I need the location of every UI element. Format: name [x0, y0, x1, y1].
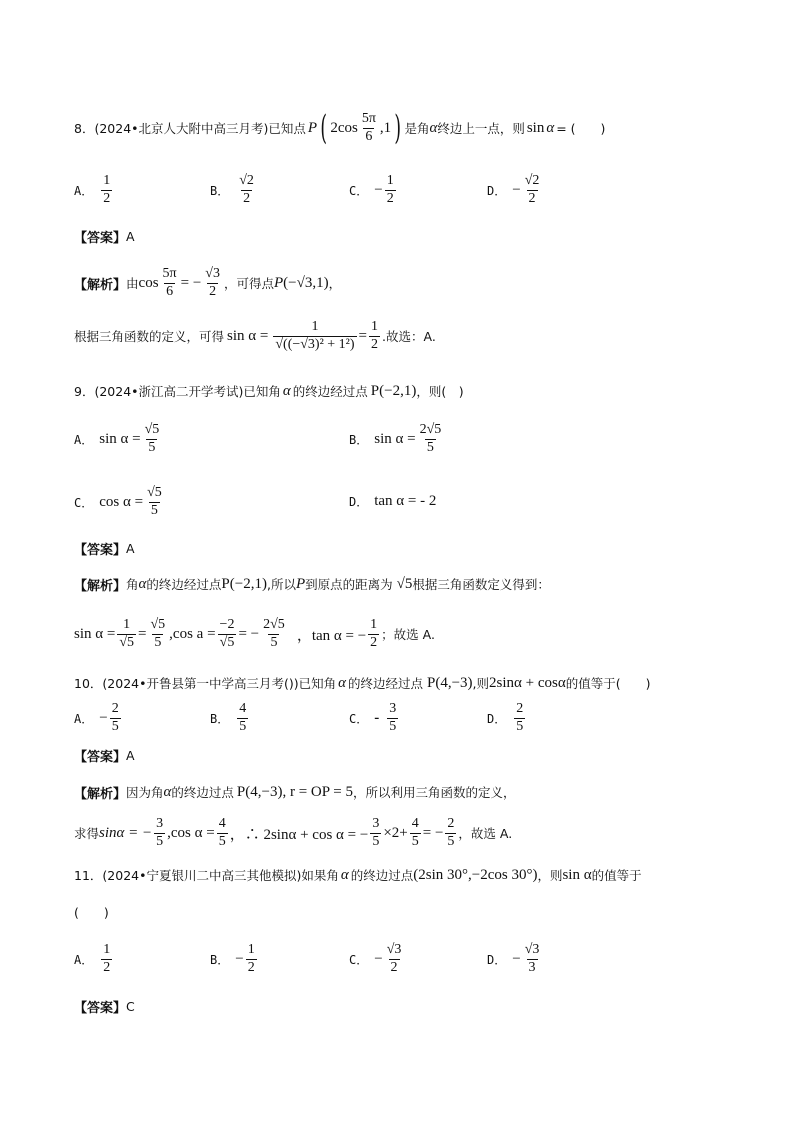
text: ，则 — [537, 868, 563, 883]
q10-explanation-line1 — [74, 780, 516, 804]
math: = − — [422, 824, 444, 841]
option-lhs: tan α = - 2 — [374, 492, 437, 509]
q9-option-a[interactable] — [74, 418, 163, 460]
option-label: B． — [349, 432, 369, 447]
math: √5 — [396, 575, 413, 592]
q8-left-paren: ( — [320, 108, 328, 148]
option-lhs: sin α = — [99, 430, 141, 447]
text: 的值等于 — [591, 868, 642, 883]
math: = — [358, 327, 368, 344]
option-label: D． — [487, 711, 507, 726]
math: sinα = − — [99, 824, 153, 841]
fraction: $\frac{-2}{√5}$ — [219, 617, 235, 650]
option-sign: − — [374, 950, 383, 967]
text: ，则( ) — [416, 384, 464, 399]
text: ,所以 — [266, 577, 296, 592]
explanation-tag: 【解析】 — [74, 786, 127, 802]
math: ×2+ — [383, 824, 408, 841]
q10-answer — [74, 745, 135, 765]
option-label: D． — [487, 952, 507, 967]
q8-option-a[interactable] — [74, 170, 114, 210]
q8-explanation-line2 — [74, 312, 436, 360]
q8-number: 8． — [74, 121, 95, 136]
option-label: B． — [210, 183, 230, 198]
option-value: $\frac{√5}{5}$ — [147, 485, 162, 518]
q10-option-b[interactable] — [210, 697, 250, 739]
text: 的终边过点 — [350, 868, 414, 883]
q11-option-b[interactable] — [210, 938, 259, 980]
text: 的终边经过点 — [292, 384, 368, 399]
math: P — [273, 274, 284, 291]
text: 到原点的距离为 — [305, 577, 393, 592]
math: P(−2,1) — [221, 575, 267, 592]
q8-right-paren: ) — [394, 108, 402, 148]
text: .故选：A. — [382, 329, 436, 344]
option-label: B． — [210, 952, 230, 967]
q9-point: P(−2,1) — [370, 382, 417, 399]
q11-option-d[interactable] — [487, 938, 543, 980]
option-lhs: sin α = — [374, 430, 416, 447]
option-value: 3 5 — [389, 701, 397, 734]
answer-tag: 【答案】 — [74, 230, 127, 246]
text: ；故选 A. — [381, 627, 435, 642]
q9-option-d[interactable] — [349, 490, 436, 512]
option-value: $\frac{√2}{2}$ — [524, 173, 540, 206]
q8-inner-b: ,1 — [379, 119, 392, 136]
q10-point: P(4,−3) — [427, 674, 473, 691]
answer-value: C — [126, 998, 135, 1014]
q8-point-P: P — [307, 119, 318, 136]
q11-option-a[interactable] — [74, 938, 114, 980]
option-label: A． — [74, 183, 94, 198]
q9-stem — [74, 380, 464, 402]
fraction: $\frac{1}{\text{√((−√3)² + 1²)}}$ — [275, 319, 355, 352]
option-sign: − — [512, 181, 521, 198]
option-sign: − — [512, 950, 521, 967]
q10-expression: 2sinα + cosα — [489, 674, 566, 691]
option-value: $\frac{2}{5}$ — [111, 701, 119, 734]
q8-option-c[interactable] — [349, 170, 398, 210]
q9-option-b[interactable] — [349, 418, 445, 460]
text: ，所以利用三角函数的定义， — [353, 785, 516, 800]
text: ,则 — [472, 676, 490, 691]
q10-source: (2024•开鲁县第一中学高三月考())已知角 — [102, 676, 337, 691]
option-value: $\frac{√5}{5}$ — [144, 422, 160, 455]
q11-number: 11． — [74, 868, 103, 883]
q8-option-b[interactable] — [210, 168, 258, 212]
math: = − — [180, 274, 202, 291]
q8-tail: 是角 — [404, 121, 430, 136]
math: α — [163, 783, 172, 800]
q8-eq: = ( ) — [556, 121, 606, 136]
fraction: $\frac{√3}{2}$ — [205, 266, 220, 299]
math: = − — [238, 625, 260, 642]
text: ( ) — [74, 905, 109, 920]
q10-stem — [74, 672, 650, 694]
q9-number: 9． — [74, 384, 95, 399]
fraction: $\frac{1}{2}$ — [370, 617, 378, 650]
q10-option-c[interactable] — [349, 697, 400, 739]
q9-explanation-line1 — [74, 572, 550, 596]
q10-explanation-line2 — [74, 812, 512, 854]
fraction: $\frac{4}{5}$ — [411, 816, 419, 849]
option-label: C． — [349, 711, 369, 726]
math: ，∴ 2sinα + cos α = − — [229, 826, 369, 843]
text: 的终边经过点 — [347, 676, 423, 691]
q8-option-d[interactable] — [487, 168, 543, 212]
q11-option-c[interactable] — [349, 938, 405, 980]
option-label: A． — [74, 711, 94, 726]
answer-tag: 【答案】 — [74, 749, 127, 765]
q10-alpha: α — [338, 674, 346, 691]
q11-point: (2sin 30°,−2cos 30°) — [413, 866, 538, 883]
option-value: $\frac{2√5}{5}$ — [419, 422, 442, 455]
explanation-tag: 【解析】 — [74, 578, 127, 594]
option-value: 1 2 — [103, 173, 111, 206]
q9-option-c[interactable] — [74, 481, 166, 523]
math: α — [138, 575, 147, 592]
q9-alpha: α — [282, 382, 291, 399]
option-value: $\frac{1}{2}$ — [247, 942, 255, 975]
q8-inner-a: 2cos — [330, 119, 358, 136]
fraction: $\frac{5\pi}{6}$ — [162, 266, 177, 299]
text: 的终边过点 — [171, 785, 234, 800]
answer-tag: 【答案】 — [74, 542, 127, 558]
explanation-tag: 【解析】 — [74, 277, 127, 293]
text: 根据三角函数定义得到： — [412, 577, 550, 592]
option-value: √2 2 — [239, 173, 254, 206]
text: ， — [328, 276, 342, 291]
text: 的终边经过点 — [146, 577, 222, 592]
q11-stem-paren — [74, 902, 109, 922]
text: 由 — [126, 276, 139, 291]
fraction: $\frac{3}{5}$ — [156, 816, 164, 849]
text: 角 — [126, 577, 139, 592]
q8-source: (2024•北京人大附中高三月考)已知点 — [94, 121, 306, 136]
math: P — [295, 575, 306, 592]
math: ，tan α = − — [296, 627, 367, 644]
fraction: $\frac{1}{2}$ — [371, 319, 379, 352]
q9-source: (2024•浙江高二开学考试)已知角 — [94, 384, 281, 399]
math: P(4,−3), r = OP = 5 — [236, 783, 353, 800]
option-lhs: cos α = — [99, 493, 144, 510]
math: ,cos α = — [167, 824, 215, 841]
option-label: C． — [349, 183, 369, 198]
option-label: C． — [349, 952, 369, 967]
fraction: $\frac{1}{√5}$ — [119, 617, 135, 650]
answer-value: A — [126, 540, 135, 556]
option-value: 2 5 — [516, 701, 524, 734]
option-value: $\frac{√3}{3}$ — [524, 942, 540, 975]
q8-fraction: 5π 6 — [361, 111, 376, 144]
text: ，故选 A. — [458, 826, 513, 841]
math: sin α = — [227, 327, 269, 344]
q9-explanation-line2 — [74, 612, 435, 656]
option-sign: − — [99, 709, 108, 726]
text: 根据三角函数的定义，可得 — [74, 329, 225, 344]
q8-alpha: α — [429, 119, 438, 136]
q8-tail2: 终边上一点，则 — [437, 121, 525, 136]
text: ，可得点 — [223, 276, 274, 291]
math: sin α = — [74, 625, 116, 642]
option-value: 4 5 — [239, 701, 247, 734]
answer-value: A — [126, 747, 135, 763]
option-value: 1 2 — [103, 942, 111, 975]
math: = — [138, 625, 147, 642]
option-label: C． — [74, 495, 94, 510]
option-label: A． — [74, 432, 94, 447]
q8-answer — [74, 226, 135, 246]
math: sin α — [562, 866, 592, 883]
answer-value: A — [126, 228, 135, 244]
fraction: $\frac{4}{5}$ — [218, 816, 226, 849]
option-sign: - — [374, 709, 380, 726]
option-value: $\frac{1}{2}$ — [386, 173, 394, 206]
option-sign: − — [374, 181, 383, 198]
q10-option-d[interactable] — [487, 697, 527, 739]
answer-tag: 【答案】 — [74, 1000, 127, 1016]
q10-number: 10． — [74, 676, 103, 691]
option-sign: − — [235, 950, 244, 967]
q11-answer — [74, 996, 135, 1016]
option-value: $\frac{√3}{2}$ — [386, 942, 402, 975]
q8-sin: sin — [526, 119, 545, 136]
q8-explanation-line1 — [74, 265, 341, 301]
text: 因为角 — [126, 785, 164, 800]
fraction: $\frac{2}{5}$ — [447, 816, 455, 849]
option-label: D． — [487, 183, 507, 198]
q11-source: (2024•宁夏银川二中高三其他模拟)如果角 — [102, 868, 339, 883]
fraction: $\frac{3}{5}$ — [372, 816, 380, 849]
fraction: $\frac{2√5}{5}$ — [263, 617, 285, 650]
option-label: D． — [349, 494, 369, 509]
q10-option-a[interactable] — [74, 697, 123, 739]
option-label: A． — [74, 952, 94, 967]
math: (−√3,1) — [283, 274, 329, 291]
fraction: $\frac{√5}{5}$ — [150, 617, 166, 650]
q8-stem — [74, 108, 605, 148]
text: 的值等于( ) — [565, 676, 651, 691]
q9-answer — [74, 538, 135, 558]
math: cos — [138, 274, 159, 291]
text: 求得 — [74, 826, 100, 841]
q11-alpha: α — [340, 866, 349, 883]
math: ,cos a = — [169, 625, 216, 642]
option-label: B． — [210, 711, 230, 726]
q8-alpha-2: α — [546, 119, 555, 136]
q11-stem — [74, 864, 642, 886]
